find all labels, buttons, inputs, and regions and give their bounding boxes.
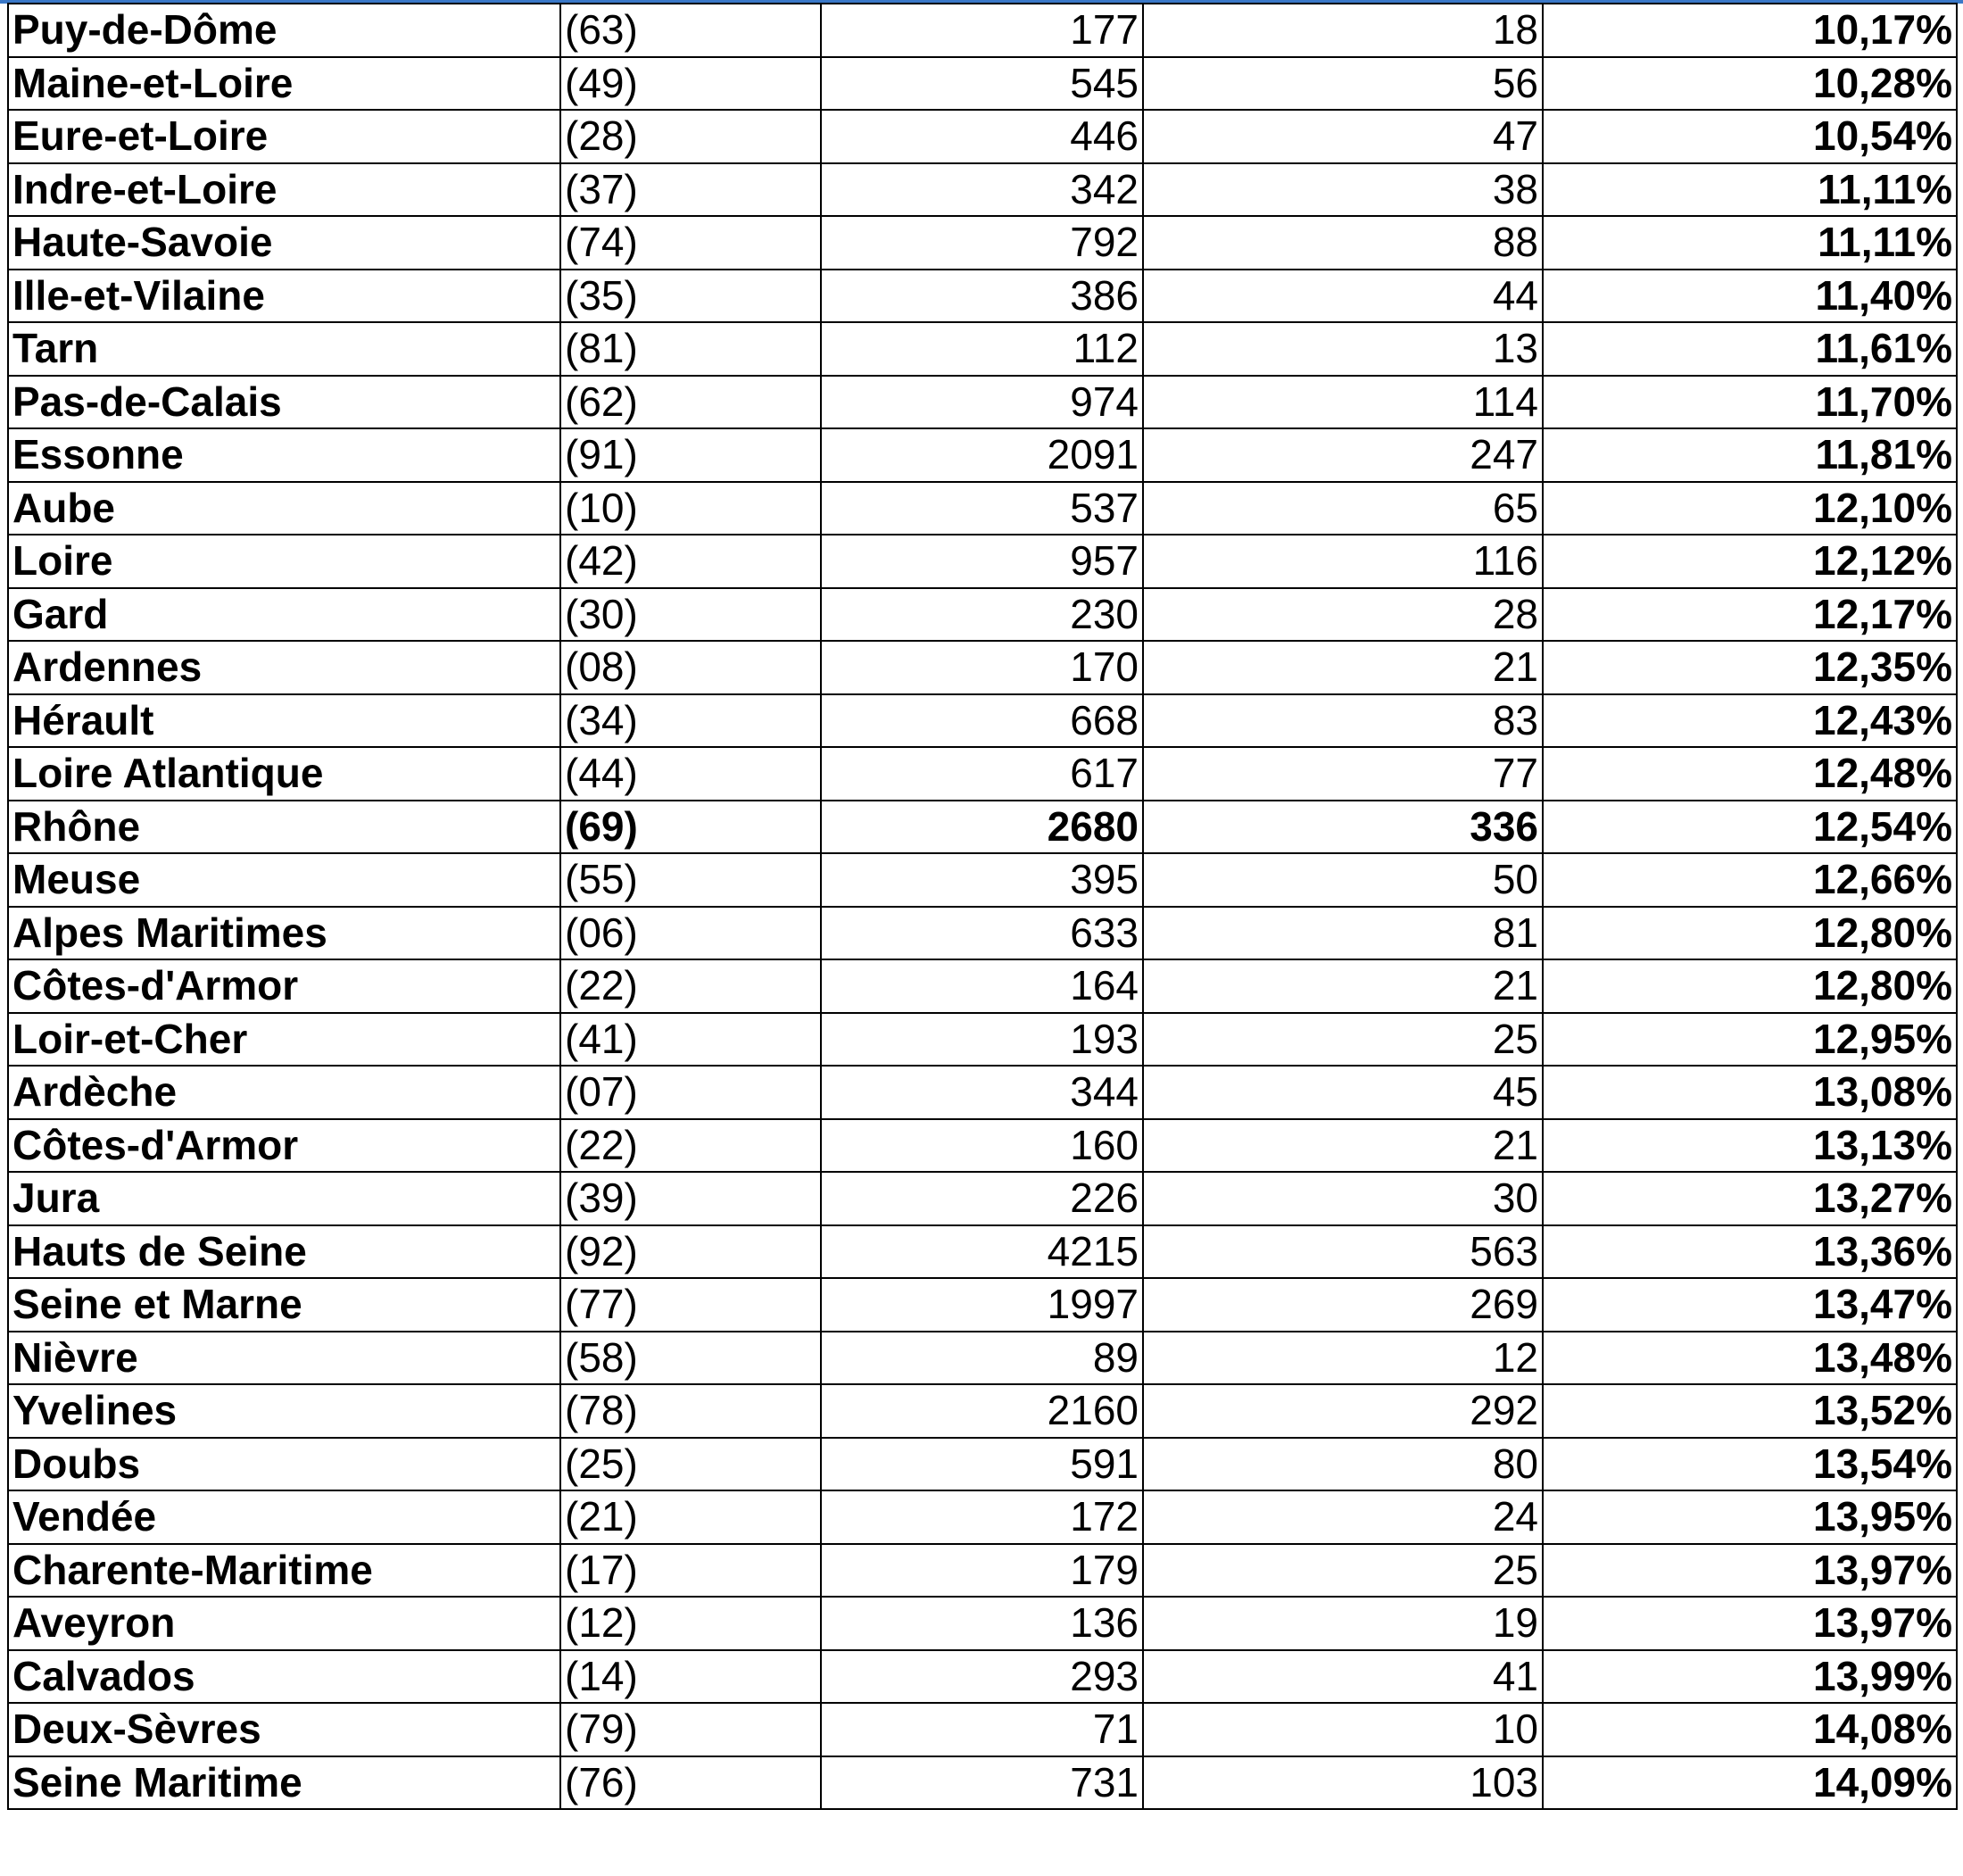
count-cell[interactable]: 24 (1143, 1490, 1543, 1544)
department-code-cell[interactable]: (34) (560, 694, 821, 748)
total-cell[interactable]: 164 (821, 959, 1143, 1013)
table-row (8, 1225, 1957, 1279)
total-cell[interactable]: 617 (821, 747, 1143, 801)
total-cell[interactable]: 112 (821, 322, 1143, 376)
department-name-cell[interactable]: Hérault (8, 694, 560, 748)
percentage-cell[interactable]: 11,61% (1543, 322, 1957, 376)
percentage-cell[interactable]: 12,66% (1543, 853, 1957, 907)
department-code-cell[interactable]: (08) (560, 641, 821, 694)
department-name-cell[interactable]: Deux-Sèvres (8, 1703, 560, 1756)
count-cell[interactable]: 25 (1143, 1544, 1543, 1598)
department-name-cell[interactable]: Ardennes (8, 641, 560, 694)
percentage-cell[interactable]: 13,97% (1543, 1544, 1957, 1598)
department-code-cell[interactable]: (28) (560, 110, 821, 163)
total-cell[interactable]: 545 (821, 57, 1143, 111)
department-name-cell[interactable]: Seine Maritime (8, 1756, 560, 1810)
percentage-cell[interactable]: 12,43% (1543, 694, 1957, 748)
department-code-cell[interactable]: (58) (560, 1332, 821, 1385)
count-cell[interactable]: 56 (1143, 57, 1543, 111)
department-name-cell[interactable]: Maine-et-Loire (8, 57, 560, 111)
department-code-cell[interactable]: (14) (560, 1650, 821, 1704)
total-cell[interactable]: 537 (821, 482, 1143, 535)
percentage-cell[interactable]: 13,54% (1543, 1438, 1957, 1491)
department-name-cell[interactable]: Vendée (8, 1490, 560, 1544)
count-cell[interactable]: 45 (1143, 1066, 1543, 1119)
percentage-cell[interactable]: 14,08% (1543, 1703, 1957, 1756)
table-row (8, 1490, 1957, 1544)
count-cell[interactable]: 13 (1143, 322, 1543, 376)
department-name-cell[interactable]: Tarn (8, 322, 560, 376)
count-cell[interactable]: 38 (1143, 163, 1543, 217)
count-cell[interactable]: 336 (1143, 801, 1543, 854)
percentage-cell[interactable]: 12,17% (1543, 588, 1957, 642)
table-body (8, 4, 1957, 1809)
total-cell[interactable]: 2680 (821, 801, 1143, 854)
count-cell[interactable]: 19 (1143, 1597, 1543, 1650)
department-name-cell[interactable]: Rhône (8, 801, 560, 854)
table-row (8, 57, 1957, 111)
department-code-cell[interactable]: (55) (560, 853, 821, 907)
department-code-cell[interactable]: (69) (560, 801, 821, 854)
department-code-cell[interactable]: (35) (560, 270, 821, 323)
total-cell[interactable]: 4215 (821, 1225, 1143, 1279)
department-code-cell[interactable]: (39) (560, 1172, 821, 1225)
percentage-cell[interactable]: 13,47% (1543, 1278, 1957, 1332)
department-name-cell[interactable]: Aube (8, 482, 560, 535)
total-cell[interactable]: 792 (821, 216, 1143, 270)
department-name-cell[interactable]: Seine et Marne (8, 1278, 560, 1332)
department-name-cell[interactable]: Pas-de-Calais (8, 376, 560, 429)
table-row (8, 1438, 1957, 1491)
department-code-cell[interactable]: (77) (560, 1278, 821, 1332)
count-cell[interactable]: 18 (1143, 4, 1543, 57)
total-cell[interactable]: 342 (821, 163, 1143, 217)
department-name-cell[interactable]: Loir-et-Cher (8, 1013, 560, 1067)
total-cell[interactable]: 136 (821, 1597, 1143, 1650)
department-name-cell[interactable]: Essonne (8, 428, 560, 482)
count-cell[interactable]: 41 (1143, 1650, 1543, 1704)
department-name-cell[interactable]: Loire (8, 535, 560, 588)
department-name-cell[interactable]: Hauts de Seine (8, 1225, 560, 1279)
table-row (8, 1650, 1957, 1704)
count-cell[interactable]: 114 (1143, 376, 1543, 429)
percentage-cell[interactable]: 10,28% (1543, 57, 1957, 111)
table-row (8, 163, 1957, 217)
percentage-cell[interactable]: 13,99% (1543, 1650, 1957, 1704)
table-row (8, 4, 1957, 57)
table-row (8, 1703, 1957, 1756)
table-row (8, 1332, 1957, 1385)
department-code-cell[interactable]: (10) (560, 482, 821, 535)
department-code-cell[interactable]: (07) (560, 1066, 821, 1119)
count-cell[interactable]: 10 (1143, 1703, 1543, 1756)
table-row (8, 588, 1957, 642)
table-row (8, 1066, 1957, 1119)
percentage-cell[interactable]: 13,48% (1543, 1332, 1957, 1385)
percentage-cell[interactable]: 13,95% (1543, 1490, 1957, 1544)
count-cell[interactable]: 21 (1143, 959, 1543, 1013)
count-cell[interactable]: 103 (1143, 1756, 1543, 1810)
count-cell[interactable]: 44 (1143, 270, 1543, 323)
table-row (8, 1013, 1957, 1067)
count-cell[interactable]: 247 (1143, 428, 1543, 482)
percentage-cell[interactable]: 13,52% (1543, 1384, 1957, 1438)
percentage-cell[interactable]: 11,11% (1543, 216, 1957, 270)
table-row (8, 1756, 1957, 1810)
table-row (8, 110, 1957, 163)
table-row (8, 1172, 1957, 1225)
department-name-cell[interactable]: Nièvre (8, 1332, 560, 1385)
department-name-cell[interactable]: Puy-de-Dôme (8, 4, 560, 57)
count-cell[interactable]: 65 (1143, 482, 1543, 535)
table-row (8, 535, 1957, 588)
total-cell[interactable]: 633 (821, 907, 1143, 960)
percentage-cell[interactable]: 12,54% (1543, 801, 1957, 854)
percentage-cell[interactable]: 12,48% (1543, 747, 1957, 801)
total-cell[interactable]: 591 (821, 1438, 1143, 1491)
count-cell[interactable]: 77 (1143, 747, 1543, 801)
total-cell[interactable]: 193 (821, 1013, 1143, 1067)
count-cell[interactable]: 21 (1143, 1119, 1543, 1173)
department-code-cell[interactable]: (91) (560, 428, 821, 482)
total-cell[interactable]: 170 (821, 641, 1143, 694)
percentage-cell[interactable]: 14,09% (1543, 1756, 1957, 1810)
department-name-cell[interactable]: Gard (8, 588, 560, 642)
department-code-cell[interactable]: (30) (560, 588, 821, 642)
total-cell[interactable]: 344 (821, 1066, 1143, 1119)
department-code-cell[interactable]: (78) (560, 1384, 821, 1438)
count-cell[interactable]: 292 (1143, 1384, 1543, 1438)
department-name-cell[interactable]: Doubs (8, 1438, 560, 1491)
department-code-cell[interactable]: (12) (560, 1597, 821, 1650)
department-code-cell[interactable]: (62) (560, 376, 821, 429)
table-row (8, 1384, 1957, 1438)
total-cell[interactable]: 293 (821, 1650, 1143, 1704)
count-cell[interactable]: 563 (1143, 1225, 1543, 1279)
percentage-cell[interactable]: 11,40% (1543, 270, 1957, 323)
count-cell[interactable]: 83 (1143, 694, 1543, 748)
count-cell[interactable]: 12 (1143, 1332, 1543, 1385)
department-code-cell[interactable]: (49) (560, 57, 821, 111)
table-row (8, 1544, 1957, 1598)
department-name-cell[interactable]: Haute-Savoie (8, 216, 560, 270)
department-code-cell[interactable]: (17) (560, 1544, 821, 1598)
department-name-cell[interactable]: Ille-et-Vilaine (8, 270, 560, 323)
percentage-cell[interactable]: 12,95% (1543, 1013, 1957, 1067)
count-cell[interactable]: 47 (1143, 110, 1543, 163)
percentage-cell[interactable]: 11,70% (1543, 376, 1957, 429)
percentage-cell[interactable]: 12,10% (1543, 482, 1957, 535)
table-row (8, 641, 1957, 694)
percentage-cell[interactable]: 12,80% (1543, 959, 1957, 1013)
total-cell[interactable]: 386 (821, 270, 1143, 323)
department-name-cell[interactable]: Loire Atlantique (8, 747, 560, 801)
table-row (8, 1119, 1957, 1173)
total-cell[interactable]: 89 (821, 1332, 1143, 1385)
department-name-cell[interactable]: Jura (8, 1172, 560, 1225)
table-row (8, 907, 1957, 960)
percentage-cell[interactable]: 11,81% (1543, 428, 1957, 482)
total-cell[interactable]: 731 (821, 1756, 1143, 1810)
percentage-cell[interactable]: 11,11% (1543, 163, 1957, 217)
percentage-cell[interactable]: 12,12% (1543, 535, 1957, 588)
department-code-cell[interactable]: (63) (560, 4, 821, 57)
percentage-cell[interactable]: 12,35% (1543, 641, 1957, 694)
department-name-cell[interactable]: Côtes-d'Armor (8, 1119, 560, 1173)
table-row (8, 959, 1957, 1013)
spreadsheet-table (7, 3, 1958, 1810)
percentage-cell[interactable]: 13,97% (1543, 1597, 1957, 1650)
percentage-cell[interactable]: 12,80% (1543, 907, 1957, 960)
percentage-cell[interactable]: 13,27% (1543, 1172, 1957, 1225)
department-code-cell[interactable]: (92) (560, 1225, 821, 1279)
department-name-cell[interactable]: Yvelines (8, 1384, 560, 1438)
total-cell[interactable]: 177 (821, 4, 1143, 57)
total-cell[interactable]: 179 (821, 1544, 1143, 1598)
count-cell[interactable]: 28 (1143, 588, 1543, 642)
table-row (8, 482, 1957, 535)
table-row (8, 376, 1957, 429)
table-row (8, 1278, 1957, 1332)
percentage-cell[interactable]: 13,08% (1543, 1066, 1957, 1119)
table-row (8, 694, 1957, 748)
total-cell[interactable]: 446 (821, 110, 1143, 163)
count-cell[interactable]: 80 (1143, 1438, 1543, 1491)
department-name-cell[interactable]: Eure-et-Loire (8, 110, 560, 163)
count-cell[interactable]: 116 (1143, 535, 1543, 588)
percentage-cell[interactable]: 10,54% (1543, 110, 1957, 163)
total-cell[interactable]: 160 (821, 1119, 1143, 1173)
total-cell[interactable]: 172 (821, 1490, 1143, 1544)
table-row (8, 853, 1957, 907)
total-cell[interactable]: 957 (821, 535, 1143, 588)
department-code-cell[interactable]: (74) (560, 216, 821, 270)
department-name-cell[interactable]: Aveyron (8, 1597, 560, 1650)
total-cell[interactable]: 668 (821, 694, 1143, 748)
department-code-cell[interactable]: (81) (560, 322, 821, 376)
table-row (8, 322, 1957, 376)
count-cell[interactable]: 50 (1143, 853, 1543, 907)
department-code-cell[interactable]: (79) (560, 1703, 821, 1756)
count-cell[interactable]: 88 (1143, 216, 1543, 270)
total-cell[interactable]: 395 (821, 853, 1143, 907)
percentage-cell[interactable]: 10,17% (1543, 4, 1957, 57)
department-name-cell[interactable]: Meuse (8, 853, 560, 907)
count-cell[interactable]: 269 (1143, 1278, 1543, 1332)
department-code-cell[interactable]: (25) (560, 1438, 821, 1491)
table-row (8, 801, 1957, 854)
department-code-cell[interactable]: (37) (560, 163, 821, 217)
department-name-cell[interactable]: Ardèche (8, 1066, 560, 1119)
department-name-cell[interactable]: Charente-Maritime (8, 1544, 560, 1598)
table-row (8, 428, 1957, 482)
total-cell[interactable]: 974 (821, 376, 1143, 429)
department-code-cell[interactable]: (41) (560, 1013, 821, 1067)
count-cell[interactable]: 81 (1143, 907, 1543, 960)
total-cell[interactable]: 2160 (821, 1384, 1143, 1438)
department-code-cell[interactable]: (22) (560, 959, 821, 1013)
department-code-cell[interactable]: (22) (560, 1119, 821, 1173)
department-name-cell[interactable]: Alpes Maritimes (8, 907, 560, 960)
total-cell[interactable]: 226 (821, 1172, 1143, 1225)
department-name-cell[interactable]: Calvados (8, 1650, 560, 1704)
table-row (8, 270, 1957, 323)
department-code-cell[interactable]: (76) (560, 1756, 821, 1810)
total-cell[interactable]: 71 (821, 1703, 1143, 1756)
total-cell[interactable]: 2091 (821, 428, 1143, 482)
percentage-cell[interactable]: 13,36% (1543, 1225, 1957, 1279)
percentage-cell[interactable]: 13,13% (1543, 1119, 1957, 1173)
department-name-cell[interactable]: Indre-et-Loire (8, 163, 560, 217)
table-row (8, 1597, 1957, 1650)
total-cell[interactable]: 230 (821, 588, 1143, 642)
table-row (8, 747, 1957, 801)
department-code-cell[interactable]: (44) (560, 747, 821, 801)
count-cell[interactable]: 21 (1143, 641, 1543, 694)
table-row (8, 216, 1957, 270)
department-code-cell[interactable]: (21) (560, 1490, 821, 1544)
total-cell[interactable]: 1997 (821, 1278, 1143, 1332)
department-name-cell[interactable]: Côtes-d'Armor (8, 959, 560, 1013)
count-cell[interactable]: 30 (1143, 1172, 1543, 1225)
count-cell[interactable]: 25 (1143, 1013, 1543, 1067)
department-code-cell[interactable]: (06) (560, 907, 821, 960)
department-code-cell[interactable]: (42) (560, 535, 821, 588)
